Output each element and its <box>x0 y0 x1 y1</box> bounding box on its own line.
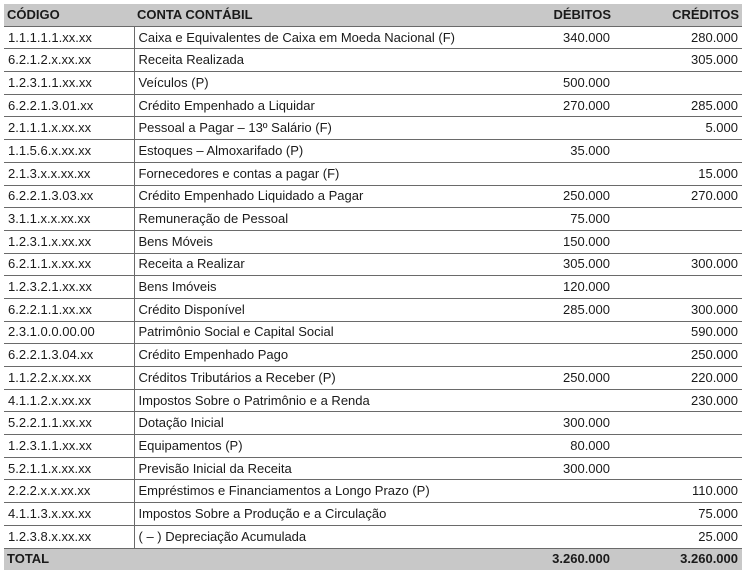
account-code: 2.2.2.x.x.xx.xx <box>4 480 134 503</box>
debit-value: 120.000 <box>474 276 614 299</box>
debit-value: 250.000 <box>474 185 614 208</box>
credit-value: 270.000 <box>614 185 742 208</box>
table-row <box>4 525 742 548</box>
account-name: Previsão Inicial da Receita <box>134 457 474 480</box>
account-name: Patrimônio Social e Capital Social <box>134 321 474 344</box>
account-name: Receita Realizada <box>134 49 474 72</box>
debit-value: 250.000 <box>474 367 614 390</box>
debit-value: 270.000 <box>474 94 614 117</box>
account-code: 1.2.3.1.1.xx.xx <box>4 72 134 95</box>
table-row <box>4 230 742 253</box>
debit-value <box>474 480 614 503</box>
account-code: 6.2.2.1.3.03.xx <box>4 185 134 208</box>
debit-value <box>474 503 614 526</box>
debit-value <box>474 117 614 140</box>
debit-value: 305.000 <box>474 253 614 276</box>
table-row <box>4 480 742 503</box>
table-row <box>4 94 742 117</box>
account-name: Crédito Empenhado Pago <box>134 344 474 367</box>
credit-value: 220.000 <box>614 367 742 390</box>
table-row <box>4 72 742 95</box>
account-code: 2.3.1.0.0.00.00 <box>4 321 134 344</box>
account-code: 5.2.2.1.1.xx.xx <box>4 412 134 435</box>
account-name: ( – ) Depreciação Acumulada <box>134 525 474 548</box>
account-code: 2.1.1.1.x.xx.xx <box>4 117 134 140</box>
debit-value <box>474 49 614 72</box>
account-name: Crédito Empenhado Liquidado a Pagar <box>134 185 474 208</box>
account-name: Equipamentos (P) <box>134 435 474 458</box>
table-row <box>4 344 742 367</box>
account-name: Pessoal a Pagar – 13º Salário (F) <box>134 117 474 140</box>
account-code: 1.2.3.1.x.xx.xx <box>4 230 134 253</box>
credit-value <box>614 72 742 95</box>
account-code: 6.2.1.1.x.xx.xx <box>4 253 134 276</box>
account-code: 5.2.1.1.x.xx.xx <box>4 457 134 480</box>
table-row <box>4 389 742 412</box>
debit-value: 300.000 <box>474 457 614 480</box>
table-row <box>4 253 742 276</box>
account-code: 6.2.2.1.3.04.xx <box>4 344 134 367</box>
header-debits: DÉBITOS <box>474 4 614 26</box>
debit-value: 285.000 <box>474 298 614 321</box>
table-row <box>4 117 742 140</box>
account-code: 1.2.3.8.x.xx.xx <box>4 525 134 548</box>
table-row <box>4 435 742 458</box>
credit-value: 5.000 <box>614 117 742 140</box>
account-code: 1.2.3.2.1.xx.xx <box>4 276 134 299</box>
account-name: Receita a Realizar <box>134 253 474 276</box>
table-row <box>4 276 742 299</box>
trial-balance-table <box>4 4 742 570</box>
table-row <box>4 412 742 435</box>
account-name: Créditos Tributários a Receber (P) <box>134 367 474 390</box>
debit-value <box>474 525 614 548</box>
debit-value: 150.000 <box>474 230 614 253</box>
account-name: Impostos Sobre o Patrimônio e a Renda <box>134 389 474 412</box>
account-code: 1.1.5.6.x.xx.xx <box>4 140 134 163</box>
credit-value <box>614 230 742 253</box>
header-account: CONTA CONTÁBIL <box>134 4 474 26</box>
total-label: TOTAL <box>4 548 134 570</box>
account-code: 2.1.3.x.x.xx.xx <box>4 162 134 185</box>
credit-value: 250.000 <box>614 344 742 367</box>
table-row <box>4 162 742 185</box>
account-code: 4.1.1.2.x.xx.xx <box>4 389 134 412</box>
account-name: Estoques – Almoxarifado (P) <box>134 140 474 163</box>
credit-value: 25.000 <box>614 525 742 548</box>
credit-value <box>614 435 742 458</box>
debit-total: 3.260.000 <box>474 548 614 570</box>
account-name: Caixa e Equivalentes de Caixa em Moeda Nacional (F) <box>134 26 474 49</box>
account-code: 1.1.2.2.x.xx.xx <box>4 367 134 390</box>
debit-value: 340.000 <box>474 26 614 49</box>
credit-value: 285.000 <box>614 94 742 117</box>
table-row <box>4 457 742 480</box>
debit-value: 500.000 <box>474 72 614 95</box>
table-row <box>4 298 742 321</box>
account-code: 6.2.2.1.1.xx.xx <box>4 298 134 321</box>
account-name: Veículos (P) <box>134 72 474 95</box>
total-spacer <box>134 548 474 570</box>
account-name: Empréstimos e Financiamentos a Longo Prazo (P) <box>134 480 474 503</box>
debit-value: 35.000 <box>474 140 614 163</box>
header-code: CÓDIGO <box>4 4 134 26</box>
account-name: Crédito Disponível <box>134 298 474 321</box>
account-name: Fornecedores e contas a pagar (F) <box>134 162 474 185</box>
credit-value: 300.000 <box>614 253 742 276</box>
credit-value <box>614 208 742 231</box>
table-row <box>4 503 742 526</box>
debit-value: 300.000 <box>474 412 614 435</box>
header-credits: CRÉDITOS <box>614 4 742 26</box>
account-code: 3.1.1.x.x.xx.xx <box>4 208 134 231</box>
table-row <box>4 185 742 208</box>
credit-total: 3.260.000 <box>614 548 742 570</box>
credit-value <box>614 276 742 299</box>
table-row <box>4 26 742 49</box>
credit-value: 305.000 <box>614 49 742 72</box>
account-code: 6.2.2.1.3.01.xx <box>4 94 134 117</box>
account-name: Bens Imóveis <box>134 276 474 299</box>
credit-value: 110.000 <box>614 480 742 503</box>
account-code: 4.1.1.3.x.xx.xx <box>4 503 134 526</box>
credit-value: 280.000 <box>614 26 742 49</box>
ledger-body <box>4 26 742 548</box>
debit-value: 75.000 <box>474 208 614 231</box>
table-row <box>4 367 742 390</box>
table-row <box>4 321 742 344</box>
table-row <box>4 208 742 231</box>
account-name: Bens Móveis <box>134 230 474 253</box>
credit-value: 300.000 <box>614 298 742 321</box>
credit-value <box>614 140 742 163</box>
credit-value: 15.000 <box>614 162 742 185</box>
debit-value <box>474 389 614 412</box>
table-row <box>4 140 742 163</box>
credit-value <box>614 457 742 480</box>
credit-value: 75.000 <box>614 503 742 526</box>
credit-value: 230.000 <box>614 389 742 412</box>
credit-value <box>614 412 742 435</box>
account-code: 1.2.3.1.1.xx.xx <box>4 435 134 458</box>
header-row <box>4 4 742 26</box>
debit-value <box>474 344 614 367</box>
account-name: Remuneração de Pessoal <box>134 208 474 231</box>
account-name: Crédito Empenhado a Liquidar <box>134 94 474 117</box>
account-code: 1.1.1.1.1.xx.xx <box>4 26 134 49</box>
debit-value: 80.000 <box>474 435 614 458</box>
total-row <box>4 548 742 570</box>
account-name: Impostos Sobre a Produção e a Circulação <box>134 503 474 526</box>
debit-value <box>474 321 614 344</box>
account-code: 6.2.1.2.x.xx.xx <box>4 49 134 72</box>
debit-value <box>474 162 614 185</box>
table-row <box>4 49 742 72</box>
credit-value: 590.000 <box>614 321 742 344</box>
account-name: Dotação Inicial <box>134 412 474 435</box>
